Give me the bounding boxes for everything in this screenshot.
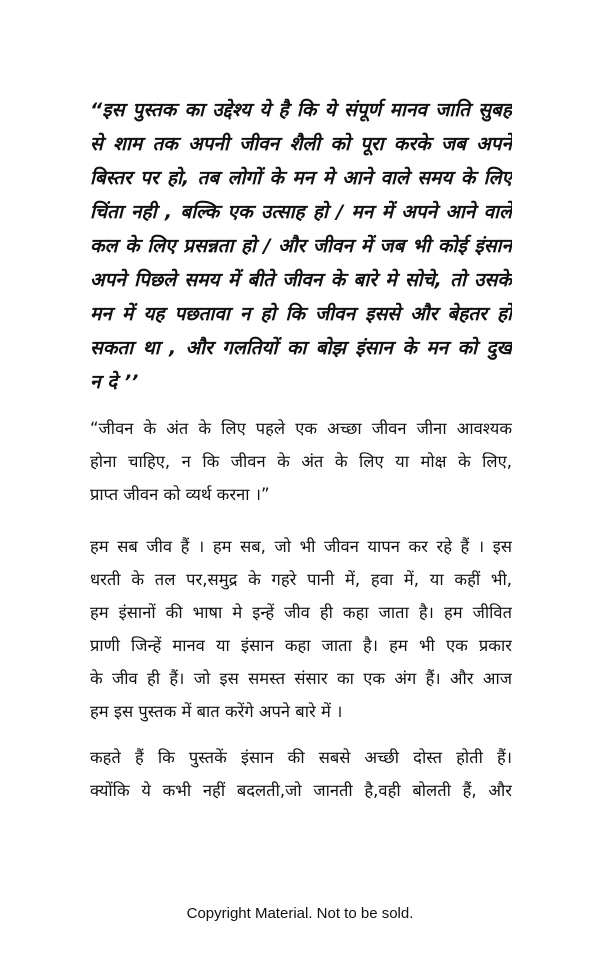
text-line: हम इंसानों की भाषा मे इन्हें जीव ही कहा जाता है। हम जीवित (90, 603, 512, 622)
text-line: बिस्तर पर हो, तब लोगों के मन मे आने वाले समय के लिए (90, 167, 512, 189)
text-line: होना चाहिए, न कि जीवन के अंत के लिए या मोक्ष के लिए, (90, 452, 512, 471)
body-paragraph (90, 530, 512, 728)
text-line: प्राणी जिन्हें मानव या इंसान कहा जाता है। हम भी एक प्रकार (90, 636, 512, 655)
text-line: धरती के तल पर,समुद्र के गहरे पानी में, हवा में, या कहीं भी, (90, 570, 512, 589)
text-line: हम सब जीव हैं । हम सब, जो भी जीवन यापन कर रहे हैं । इस (90, 537, 512, 556)
text-line: से शाम तक अपनी जीवन शैली को पूरा करके जब अपने (90, 133, 512, 155)
text-line: क्योंकि ये कभी नहीं बदलती,जो जानती है,वही बोलती हैं, और (90, 781, 512, 800)
quote-paragraph-italic (90, 93, 512, 399)
text-line: कहते हैं कि पुस्तकें इंसान की सबसे अच्छी दोस्त होती हैं। (90, 748, 512, 767)
text-line: चिंता नही , बल्कि एक उत्साह हो / मन में अपने आने वाले (90, 201, 512, 223)
text-line: सकता था , और गलतियों का बोझ इंसान के मन को दुख (90, 337, 512, 359)
text-line: कल के लिए प्रसन्नता हो / और जीवन में जब भी कोई इंसान (90, 235, 512, 257)
body-paragraph (90, 741, 512, 807)
copyright-footer: Copyright Material. Not to be sold. (186, 905, 414, 922)
text-line: मन में यह पछतावा न हो कि जीवन इससे और बेहतर हो (90, 303, 512, 325)
quote-paragraph (90, 412, 512, 511)
text-line: न दे ’’ (90, 371, 139, 393)
text-line: के जीव ही हैं। जो इस समस्त संसार का एक अंग हैं। और आज (90, 669, 512, 688)
text-line: अपने पिछले समय में बीते जीवन के बारे मे सोचे, तो उसके (90, 269, 512, 291)
text-line: “जीवन के अंत के लिए पहले एक अच्छा जीवन जीना आवश्यक (90, 419, 512, 438)
text-line: प्राप्त जीवन को व्यर्थ करना ।” (90, 485, 270, 504)
text-line: हम इस पुस्तक में बात करेंगे अपने बारे में । (90, 702, 343, 721)
text-line: “इस पुस्तक का उद्देश्य ये है कि ये संपूर्ण मानव जाति सुबह (90, 99, 512, 121)
